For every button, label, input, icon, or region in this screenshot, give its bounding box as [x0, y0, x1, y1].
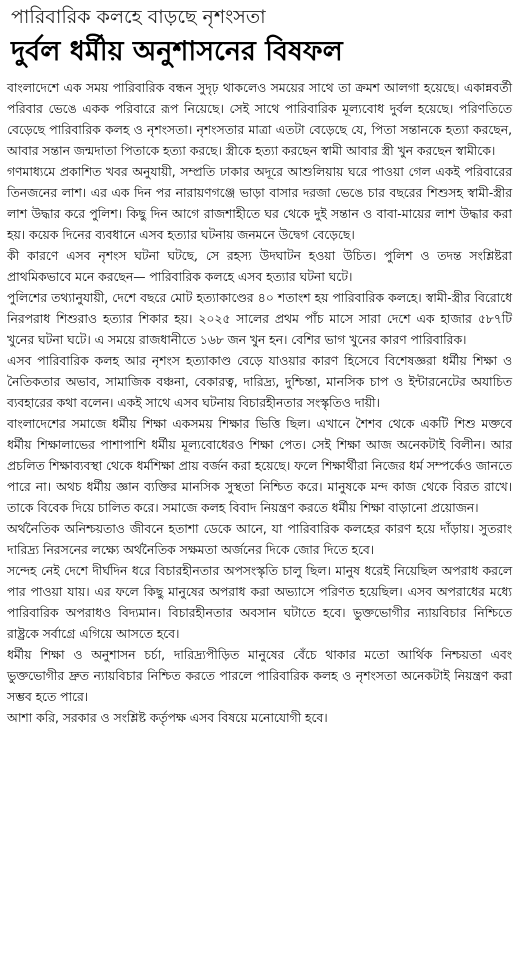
article-paragraph: গণমাধ্যমে প্রকাশিত খবর অনুযায়ী, সম্প্রতি ঢাকার অদূরে আশুলিয়ায় ঘরে পাওয়া গেল একই পরিবারের তিনজনের লাশ। এর এক দিন পর নারায়ণগঞ্জে ভাড়া বাসার দরজা ভেঙে চার বছরের শিশুসহ স্বামী-স্ত্রীর লাশ উদ্ধার করে পুলিশ। কিছু দিন আগে রাজশাহীতে ঘর থেকে দুই সন্তান ও বাবা-মায়ের লাশ উদ্ধার করা হয়। কয়েক দিনের ব্যবধানে এসব হত্যার ঘটনায় জনমনে উদ্বেগ বেড়েছে। [7, 165, 512, 242]
article-headline: দুর্বল ধর্মীয় অনুশাসনের বিষফল [11, 36, 343, 67]
article-paragraph: ধর্মীয় শিক্ষা ও অনুশাসন চর্চা, দারিদ্র্যপীড়িত মানুষের বেঁচে থাকার মতো আর্থিক নিশ্চয়তা এবং ভুক্তভোগীর দ্রুত ন্যায়বিচার নিশ্চিত করতে পারলে পারিবারিক কলহ ও নৃশংসতা অনেকটাই নিয়ন্ত্রণ করা সম্ভব হতে পারে। [7, 648, 512, 704]
article-paragraph: অর্থনৈতিক অনিশ্চয়তাও জীবনে হতাশা ডেকে আনে, যা পারিবারিক কলহের কারণ হয়ে দাঁড়ায়। সুতরাং দারিদ্র্য নিরসনের লক্ষ্যে অর্থনৈতিক সক্ষমতা অর্জনের দিকে জোর দিতে হবে। [7, 522, 512, 557]
article-paragraph: সন্দেহ নেই দেশে দীর্ঘদিন ধরে বিচারহীনতার অপসংস্কৃতি চালু ছিল। মানুষ ধরেই নিয়েছিল অপরাধ করলে পার পাওয়া যায়। এর ফলে কিছু মানুষের অপরাধ করা অভ্যাসে পরিণত হয়েছিল। এসব অপরাধের মধ্যে পারিবারিক অপরাধও বিদ্যমান। বিচারহীনতার অবসান ঘটাতে হবে। ভুক্তভোগীর ন্যায়বিচার নিশ্চিতে রাষ্ট্রকে সর্বাগ্রে এগিয়ে আসতে হবে। [7, 564, 512, 641]
article-body [7, 78, 512, 729]
article-paragraph: আশা করি, সরকার ও সংশ্লিষ্ট কর্তৃপক্ষ এসব বিষয়ে মনোযোগী হবে। [7, 711, 328, 725]
article-paragraph: বাংলাদেশের সমাজে ধর্মীয় শিক্ষা একসময় শিক্ষার ভিত্তি ছিল। এখানে শৈশব থেকে একটি শিশু মক্তবে ধর্মীয় শিক্ষালাভের পাশাপাশি ধর্মীয় মূল্যবোধেরও শিক্ষা পেত। সেই শিক্ষা আজ অনেকটাই বিলীন। আর প্রচলিত শিক্ষাব্যবস্থা থেকে ধর্মশিক্ষা প্রায় বর্জন করা হয়েছে। ফলে শিক্ষার্থীরা নিজের ধর্ম সম্পর্কেও জানতে পারে না। অথচ ধর্মীয় জ্ঞান ব্যক্তির মানসিক সুস্থতা নিশ্চিত করে। মানুষকে মন্দ কাজ থেকে বিরত রাখে। তাকে বিবেক দিয়ে চালিত করে। সমাজে কলহ বিবাদ নিয়ন্ত্রণ করতে ধর্মীয় শিক্ষা বাড়ানো প্রয়োজন। [7, 417, 512, 515]
article-paragraph: পুলিশের তথ্যানুযায়ী, দেশে বছরে মোট হত্যাকাণ্ডের ৪০ শতাংশ হয় পারিবারিক কলহে। স্বামী-স্ত্রীর বিরোধে নিরপরাধ শিশুরাও হত্যার শিকার হয়। ২০২৫ সালের প্রথম পাঁচ মাসে সারা দেশে এক হাজার ৫৮৭টি খুনের ঘটনা ঘটে। এ সময়ে রাজধানীতে ১৬৮ জন খুন হন। বেশির ভাগ খুনের কারণ পারিবারিক। [7, 291, 512, 347]
article-kicker: পারিবারিক কলহে বাড়ছে নৃশংসতা [11, 6, 266, 28]
article-paragraph: এসব পারিবারিক কলহ আর নৃশংস হত্যাকাণ্ড বেড়ে যাওয়ার কারণ হিসেবে বিশেষজ্ঞরা ধর্মীয় শিক্ষা ও নৈতিকতার অভাব, সামাজিক বঞ্চনা, বেকারত্ব, দারিদ্র্য, দুশ্চিন্তা, মানসিক চাপ ও ইন্টারনেটের অযাচিত ব্যবহারের কথা বলেন। একই সাথে এসব ঘটনায় বিচারহীনতার সংস্কৃতিও দায়ী। [7, 354, 512, 410]
article-paragraph: কী কারণে এসব নৃশংস ঘটনা ঘটছে, সে রহস্য উদঘাটন হওয়া উচিত। পুলিশ ও তদন্ত সংশ্লিষ্টরা প্রাথমিকভাবে মনে করছেন— পারিবারিক কলহে এসব হত্যার ঘটনা ঘটে। [7, 249, 512, 284]
article-paragraph: বাংলাদেশে এক সময় পারিবারিক বন্ধন সুদৃঢ় থাকলেও সময়ের সাথে তা ক্রমশ আলগা হয়েছে। একান্নবর্তী পরিবার ভেঙে একক পরিবারে রূপ নিয়েছে। সেই সাথে পারিবারিক মূল্যবোধ দুর্বল হয়েছে। পরিণতিতে বেড়েছে পারিবারিক কলহ ও নৃশংসতা। নৃশংসতার মাত্রা এতটা বেড়েছে যে, পিতা সন্তানকে হত্যা করছেন, আবার সন্তান জন্মদাতা পিতাকে হত্যা করছে। স্ত্রীকে হত্যা করছেন স্বামী আবার স্ত্রী খুন করছেন স্বামীকে। [7, 81, 512, 158]
